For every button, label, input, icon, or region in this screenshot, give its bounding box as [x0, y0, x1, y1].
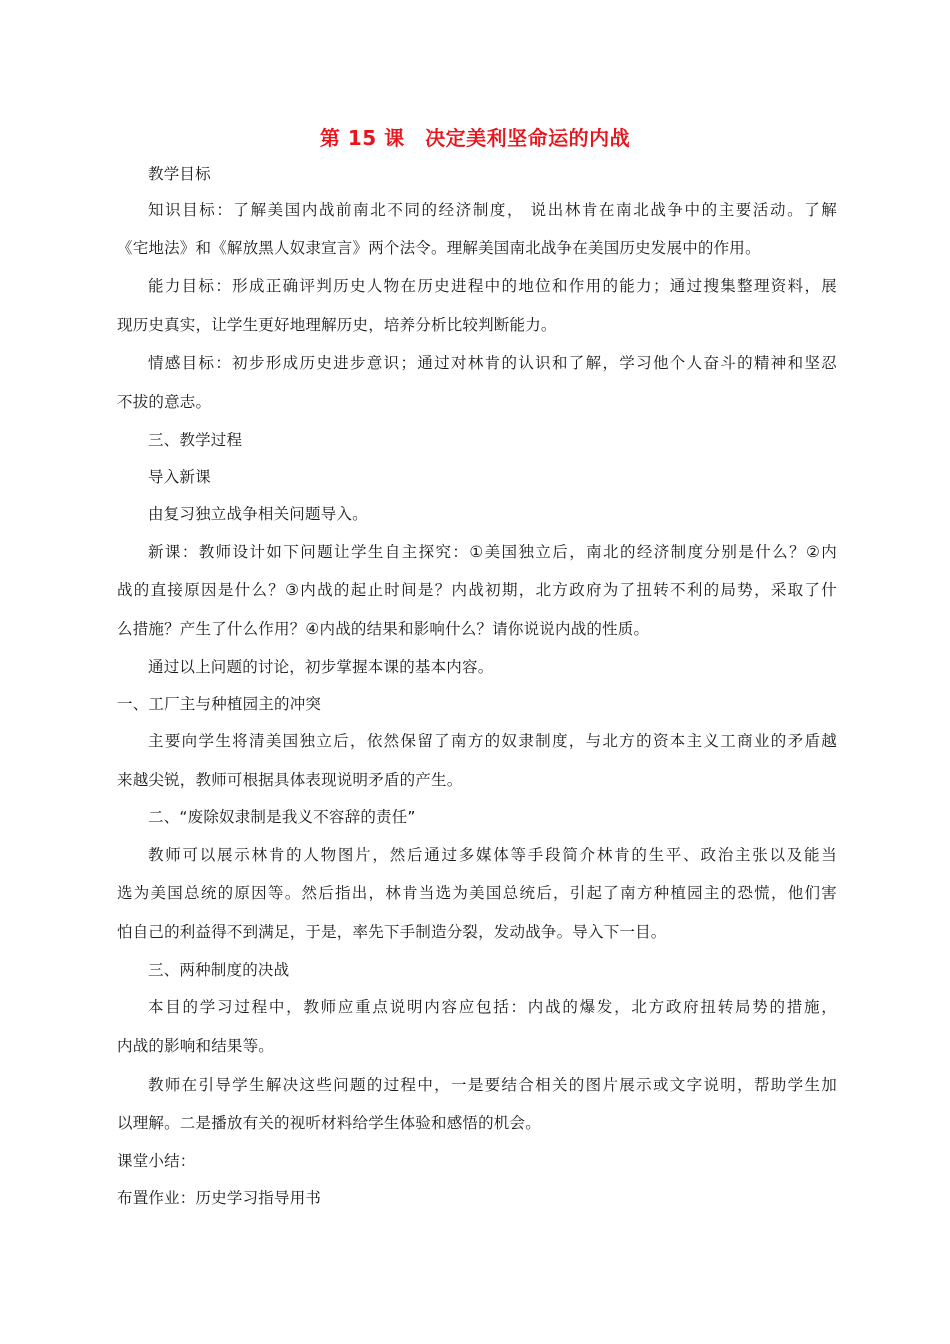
section-one-line-2: 来越尖锐，教师可根据具体表现说明矛盾的产生。	[117, 771, 463, 789]
class-summary: 课堂小结：	[117, 1152, 196, 1170]
section-three-heading: 三、两种制度的决战	[148, 961, 290, 979]
emotion-objective-line-1: 情感目标：初步形成历史进步意识；通过对林肯的认识和了解，学习他个人奋斗的精神和坚忍	[148, 354, 837, 372]
knowledge-objective-line-1: 知识目标：了解美国内战前南北不同的经济制度， 说出林肯在南北战争中的主要活动。了解	[148, 201, 837, 219]
introduction-text: 由复习独立战争相关问题导入。	[148, 505, 368, 523]
section-two-line-2: 选为美国总统的原因等。然后指出，林肯当选为美国总统后，引起了南方种植园主的恐慌，他们害	[117, 884, 837, 902]
emotion-objective-line-2: 不拔的意志。	[117, 393, 212, 411]
guidance-line-1: 教师在引导学生解决这些问题的过程中，一是要结合相关的图片展示或文字说明，帮助学生加	[148, 1076, 837, 1094]
lesson-title: 第 15 课 决定美利坚命运的内战	[319, 126, 631, 150]
ability-objective-line-1: 能力目标：形成正确评判历史人物在历史进程中的地位和作用的能力；通过搜集整理资料，展	[148, 277, 837, 295]
knowledge-objective-line-2: 《宅地法》和《解放黑人奴隶宣言》两个法令。理解美国南北战争在美国历史发展中的作用。	[117, 239, 761, 257]
heading-introduction: 导入新课	[148, 468, 211, 486]
new-lesson-line-1: 新课：教师设计如下问题让学生自主探究：①美国独立后，南北的经济制度分别是什么？②内	[148, 543, 837, 561]
section-two-line-3: 怕自己的利益得不到满足，于是，率先下手制造分裂，发动战争。导入下一目。	[117, 923, 667, 941]
section-three-line-1: 本目的学习过程中，教师应重点说明内容应包括：内战的爆发，北方政府扭转局势的措施，	[148, 998, 837, 1016]
ability-objective-line-2: 现历史真实，让学生更好地理解历史，培养分析比较判断能力。	[117, 316, 557, 334]
section-one-line-1: 主要向学生将清美国独立后，依然保留了南方的奴隶制度，与北方的资本主义工商业的矛盾越	[148, 732, 837, 750]
section-one-heading: 一、工厂主与种植园主的冲突	[117, 695, 322, 713]
heading-teaching-process: 三、教学过程	[148, 431, 243, 449]
discussion-summary: 通过以上问题的讨论，初步掌握本课的基本内容。	[148, 658, 494, 676]
section-two-line-1: 教师可以展示林肯的人物图片，然后通过多媒体等手段简介林肯的生平、政治主张以及能当	[148, 846, 837, 864]
homework-assignment: 布置作业：历史学习指导用书	[117, 1189, 322, 1207]
guidance-line-2: 以理解。二是播放有关的视听材料给学生体验和感悟的机会。	[117, 1114, 541, 1132]
section-three-line-2: 内战的影响和结果等。	[117, 1037, 275, 1055]
new-lesson-line-2: 战的直接原因是什么？③内战的起止时间是？内战初期，北方政府为了扭转不利的局势，采取了什	[117, 581, 837, 599]
heading-teaching-objectives: 教学目标	[148, 165, 211, 183]
new-lesson-line-3: 么措施？产生了什么作用？④内战的结果和影响什么？请你说说内战的性质。	[117, 620, 650, 638]
section-two-heading: 二、“废除奴隶制是我义不容辞的责任”	[148, 808, 416, 826]
